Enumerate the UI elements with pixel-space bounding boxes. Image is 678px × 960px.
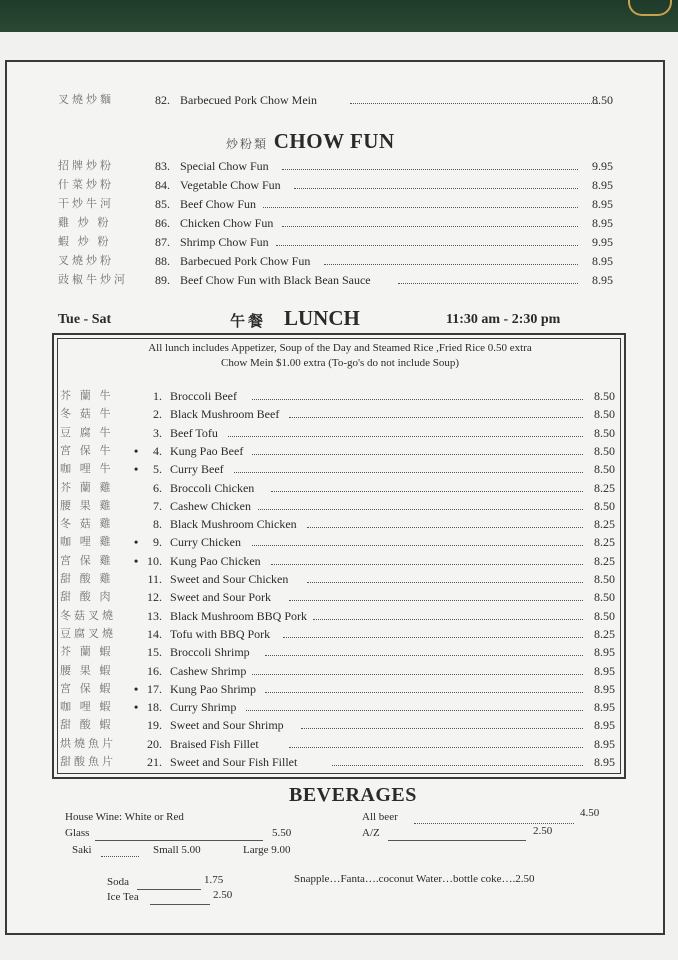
dot-leader <box>289 735 583 748</box>
item-number: 84. <box>155 178 170 192</box>
item-number: 87. <box>155 235 170 249</box>
saki-dots <box>101 855 139 857</box>
item-chinese-name: 烘燒魚片 <box>60 737 116 750</box>
dot-leader <box>246 698 583 711</box>
item-price: 8.95 <box>592 273 613 287</box>
lunch-item-6 <box>60 479 616 497</box>
lunch-item-16 <box>60 662 616 680</box>
dot-leader <box>252 662 583 675</box>
all-beer-dots <box>414 822 574 824</box>
item-number: 12. <box>147 590 162 605</box>
dot-leader <box>350 91 600 104</box>
lunch-chinese-title: 午餐 <box>230 314 267 330</box>
dot-leader <box>324 252 578 265</box>
dot-leader <box>283 625 583 638</box>
dot-leader <box>332 753 583 766</box>
soda-price: 1.75 <box>204 874 224 886</box>
item-number: 2. <box>153 407 162 422</box>
dot-leader <box>258 497 583 510</box>
item-chinese-name: 招牌炒粉 <box>58 160 114 172</box>
menu-item-85 <box>58 195 618 213</box>
item-price: 8.95 <box>592 216 613 230</box>
dot-leader <box>294 176 578 189</box>
saki-large-price: Large 9.00 <box>243 844 291 856</box>
item-name: Black Mushroom BBQ Pork <box>170 608 308 623</box>
item-price: 8.50 <box>594 498 615 513</box>
item-number: 86. <box>155 216 170 230</box>
item-number: 9. <box>153 535 162 550</box>
menu-item-87 <box>58 233 618 251</box>
lunch-item-3 <box>60 424 616 442</box>
item-chinese-name: 冬 菇 牛 <box>60 408 114 421</box>
lunch-item-14 <box>60 625 616 643</box>
all-beer-price: 4.50 <box>580 807 600 819</box>
lunch-hours: 11:30 am - 2:30 pm <box>446 312 561 327</box>
item-price: 8.95 <box>594 736 615 751</box>
item-price: 8.50 <box>594 425 615 440</box>
soda-label: Soda <box>107 876 129 888</box>
lunch-item-9 <box>60 533 616 551</box>
dot-leader <box>265 643 584 656</box>
dot-leader <box>276 233 579 246</box>
top-background-band <box>0 0 678 36</box>
item-number: 88. <box>155 254 170 268</box>
item-name: Sweet and Sour Chicken <box>170 572 289 586</box>
item-name: Cashew Shrimp <box>170 663 247 678</box>
chow-fun-heading <box>226 129 395 154</box>
item-chinese-name: 宮 保 牛 <box>60 444 114 457</box>
item-chinese-name: 豉椒牛炒河 <box>58 274 128 286</box>
item-number: 21. <box>147 755 162 769</box>
icetea-label: Ice Tea <box>107 891 139 903</box>
dot-leader <box>252 387 583 400</box>
item-price: 8.50 <box>594 590 615 605</box>
item-name: Curry Shrimp <box>170 700 237 715</box>
item-price: 8.95 <box>594 700 615 715</box>
item-price: 8.25 <box>594 535 615 550</box>
spicy-marker: • <box>134 681 139 696</box>
lunch-item-12 <box>60 588 616 606</box>
dot-leader <box>313 607 583 620</box>
item-chinese-name: 蝦 炒 粉 <box>58 236 112 248</box>
dot-leader <box>234 460 583 473</box>
icetea-leader-line <box>150 903 210 905</box>
item-number: 3. <box>153 425 162 440</box>
chow-fun-title: CHOW FUN <box>273 129 395 153</box>
item-price: 8.95 <box>594 645 615 660</box>
lunch-item-1 <box>60 387 616 405</box>
lunch-item-18 <box>60 698 616 716</box>
dot-leader <box>398 271 579 284</box>
lunch-item-5 <box>60 460 616 478</box>
item-price: 8.95 <box>592 178 613 192</box>
menu-item-83 <box>58 157 618 175</box>
saki-small-price: Small 5.00 <box>153 844 201 856</box>
item-number: 19. <box>147 718 162 733</box>
lunch-note-line2: Chow Mein $1.00 extra (To-go's do not include Soup) <box>221 357 459 369</box>
item-name: Tofu with BBQ Pork <box>170 626 271 641</box>
snapple-line: Snapple…Fanta….coconut Water…bottle coke….2.50 <box>294 873 535 885</box>
item-name: Sweet and Sour Shrimp <box>170 718 284 733</box>
item-number: 89. <box>155 273 170 287</box>
menu-item-88 <box>58 252 618 270</box>
menu-item-86 <box>58 214 618 232</box>
item-name: Broccoli Shrimp <box>170 645 250 660</box>
az-label: A/Z <box>362 827 380 839</box>
item-chinese-name: 叉燒炒粉 <box>58 255 114 267</box>
house-wine-label: House Wine: White or Red <box>65 811 184 823</box>
item-number: 82. <box>155 93 170 107</box>
soda-leader-line <box>137 888 201 890</box>
item-price: 8.25 <box>594 626 615 641</box>
dot-leader <box>271 479 583 492</box>
dot-leader <box>228 424 583 437</box>
item-name: Cashew Chicken <box>170 498 251 513</box>
az-leader-line <box>388 839 526 841</box>
dot-leader <box>282 157 578 170</box>
decorative-frame-corner <box>628 0 672 16</box>
item-chinese-name: 甜 酸 肉 <box>60 591 114 604</box>
dot-leader <box>282 214 578 227</box>
spicy-marker: • <box>134 462 139 477</box>
item-chinese-name: 豆 腐 牛 <box>60 426 114 439</box>
spicy-marker: • <box>134 553 139 568</box>
item-name: Broccoli Chicken <box>170 480 255 495</box>
item-price: 8.25 <box>594 517 615 532</box>
lunch-item-10 <box>60 552 616 570</box>
item-chinese-name: 芥 蘭 雞 <box>60 481 114 494</box>
dot-leader <box>271 552 583 565</box>
item-price: 9.95 <box>592 235 613 249</box>
item-number: 13. <box>147 608 162 623</box>
lunch-item-7 <box>60 497 616 515</box>
item-chinese-name: 芥 蘭 牛 <box>60 390 114 402</box>
item-name: Sweet and Sour Fish Fillet <box>170 755 298 769</box>
item-name: Curry Beef <box>170 462 224 477</box>
item-price: 9.95 <box>592 159 613 173</box>
item-number: 83. <box>155 159 170 173</box>
item-name: Broccoli Beef <box>170 389 237 403</box>
lunch-item-11 <box>60 570 616 588</box>
item-name: Shrimp Chow Fun <box>180 235 269 249</box>
lunch-item-17 <box>60 680 616 698</box>
menu-item-84 <box>58 176 618 194</box>
item-number: 8. <box>153 517 162 532</box>
item-price: 8.95 <box>592 254 613 268</box>
item-price: 8.25 <box>594 553 615 568</box>
lunch-item-8 <box>60 515 616 533</box>
lunch-title: LUNCH <box>284 306 360 330</box>
spicy-marker: • <box>134 443 139 458</box>
item-number: 11. <box>147 572 162 586</box>
item-name: Special Chow Fun <box>180 159 269 173</box>
menu-item-82 <box>58 91 618 109</box>
item-name: Vegetable Chow Fun <box>180 178 281 192</box>
item-number: 7. <box>153 498 162 513</box>
item-chinese-name: 咖 哩 蝦 <box>60 701 114 714</box>
glass-price: 5.50 <box>272 827 292 839</box>
az-price: 2.50 <box>533 825 553 837</box>
item-chinese-name: 干炒牛河 <box>58 198 114 210</box>
dot-leader <box>307 515 583 528</box>
item-name: Kung Pao Shrimp <box>170 681 257 696</box>
item-chinese-name: 腰 果 蝦 <box>60 664 114 677</box>
lunch-header <box>58 306 628 332</box>
item-chinese-name: 冬菇叉燒 <box>60 609 116 622</box>
item-price: 8.95 <box>594 681 615 696</box>
lunch-item-19 <box>60 716 616 734</box>
lunch-days: Tue - Sat <box>58 312 112 327</box>
item-price: 8.50 <box>594 407 615 422</box>
item-chinese-name: 甜 酸 雞 <box>60 573 114 585</box>
item-price: 8.25 <box>594 480 615 495</box>
item-chinese-name: 叉燒炒麵 <box>58 94 114 106</box>
menu-item-89 <box>58 271 618 289</box>
dot-leader <box>263 195 578 208</box>
spicy-marker: • <box>134 700 139 715</box>
item-price: 8.50 <box>592 93 613 107</box>
item-number: 1. <box>153 389 162 403</box>
item-price: 8.95 <box>594 663 615 678</box>
lunch-item-4 <box>60 442 616 460</box>
glass-label: Glass <box>65 827 90 839</box>
dot-leader <box>252 533 583 546</box>
item-price: 8.95 <box>594 718 615 733</box>
dot-leader <box>301 716 583 729</box>
all-beer-label: All beer <box>362 811 398 823</box>
item-chinese-name: 芥 蘭 蝦 <box>60 646 114 659</box>
lunch-item-13 <box>60 607 616 625</box>
icetea-price: 2.50 <box>213 889 233 901</box>
lunch-note-line1: All lunch includes Appetizer, Soup of the Day and Steamed Rice ,Fried Rice 0.50 extra <box>148 342 532 354</box>
item-chinese-name: 甜 酸 蝦 <box>60 719 114 732</box>
lunch-item-15 <box>60 643 616 661</box>
dot-leader <box>289 588 583 601</box>
item-number: 10. <box>147 553 162 568</box>
saki-label: Saki <box>72 844 92 856</box>
item-number: 18. <box>147 700 162 715</box>
lunch-item-20 <box>60 735 616 753</box>
chow-fun-chinese-title: 炒粉類 <box>226 137 269 151</box>
item-number: 20. <box>147 736 162 751</box>
item-chinese-name: 咖 哩 牛 <box>60 463 114 476</box>
item-name: Kung Pao Beef <box>170 443 244 458</box>
item-name: Sweet and Sour Pork <box>170 590 271 605</box>
item-chinese-name: 宮 保 雞 <box>60 554 114 567</box>
lunch-item-21 <box>60 753 616 771</box>
item-number: 4. <box>153 443 162 458</box>
item-name: Beef Chow Fun with Black Bean Sauce <box>180 273 371 287</box>
item-chinese-name: 甜酸魚片 <box>60 756 116 768</box>
item-price: 8.95 <box>592 197 613 211</box>
item-name: Curry Chicken <box>170 535 241 550</box>
item-price: 8.50 <box>594 443 615 458</box>
item-number: 16. <box>147 663 162 678</box>
item-name: Braised Fish Fillet <box>170 736 259 751</box>
spicy-marker: • <box>134 535 139 550</box>
item-name: Beef Tofu <box>170 425 218 440</box>
item-chinese-name: 雞 炒 粉 <box>58 217 112 229</box>
item-chinese-name: 豆腐叉燒 <box>60 627 116 640</box>
item-price: 8.50 <box>594 572 615 586</box>
item-name: Kung Pao Chicken <box>170 553 261 568</box>
item-name: Chicken Chow Fun <box>180 216 274 230</box>
item-chinese-name: 咖 哩 雞 <box>60 536 114 549</box>
item-chinese-name: 腰 果 雞 <box>60 499 114 512</box>
dot-leader <box>265 680 584 693</box>
item-chinese-name: 冬 菇 雞 <box>60 518 114 531</box>
item-chinese-name: 什菜炒粉 <box>58 179 114 191</box>
item-price: 8.50 <box>594 608 615 623</box>
item-chinese-name: 宮 保 蝦 <box>60 682 114 695</box>
item-number: 85. <box>155 197 170 211</box>
item-name: Black Mushroom Chicken <box>170 517 297 532</box>
item-price: 8.50 <box>594 389 615 403</box>
item-number: 6. <box>153 480 162 495</box>
item-number: 17. <box>147 681 162 696</box>
item-number: 5. <box>153 462 162 477</box>
item-name: Beef Chow Fun <box>180 197 256 211</box>
item-name: Barbecued Pork Chow Mein <box>180 93 317 107</box>
item-name: Barbecued Pork Chow Fun <box>180 254 311 268</box>
lunch-item-2 <box>60 405 616 423</box>
dot-leader <box>289 405 583 418</box>
item-price: 8.50 <box>594 462 615 477</box>
dot-leader <box>252 442 583 455</box>
item-number: 14. <box>147 626 162 641</box>
glass-leader-line <box>95 839 263 841</box>
beverages-title: BEVERAGES <box>289 784 417 806</box>
dot-leader <box>307 570 583 583</box>
item-price: 8.95 <box>594 755 615 769</box>
item-name: Black Mushroom Beef <box>170 407 280 422</box>
item-number: 15. <box>147 645 162 660</box>
